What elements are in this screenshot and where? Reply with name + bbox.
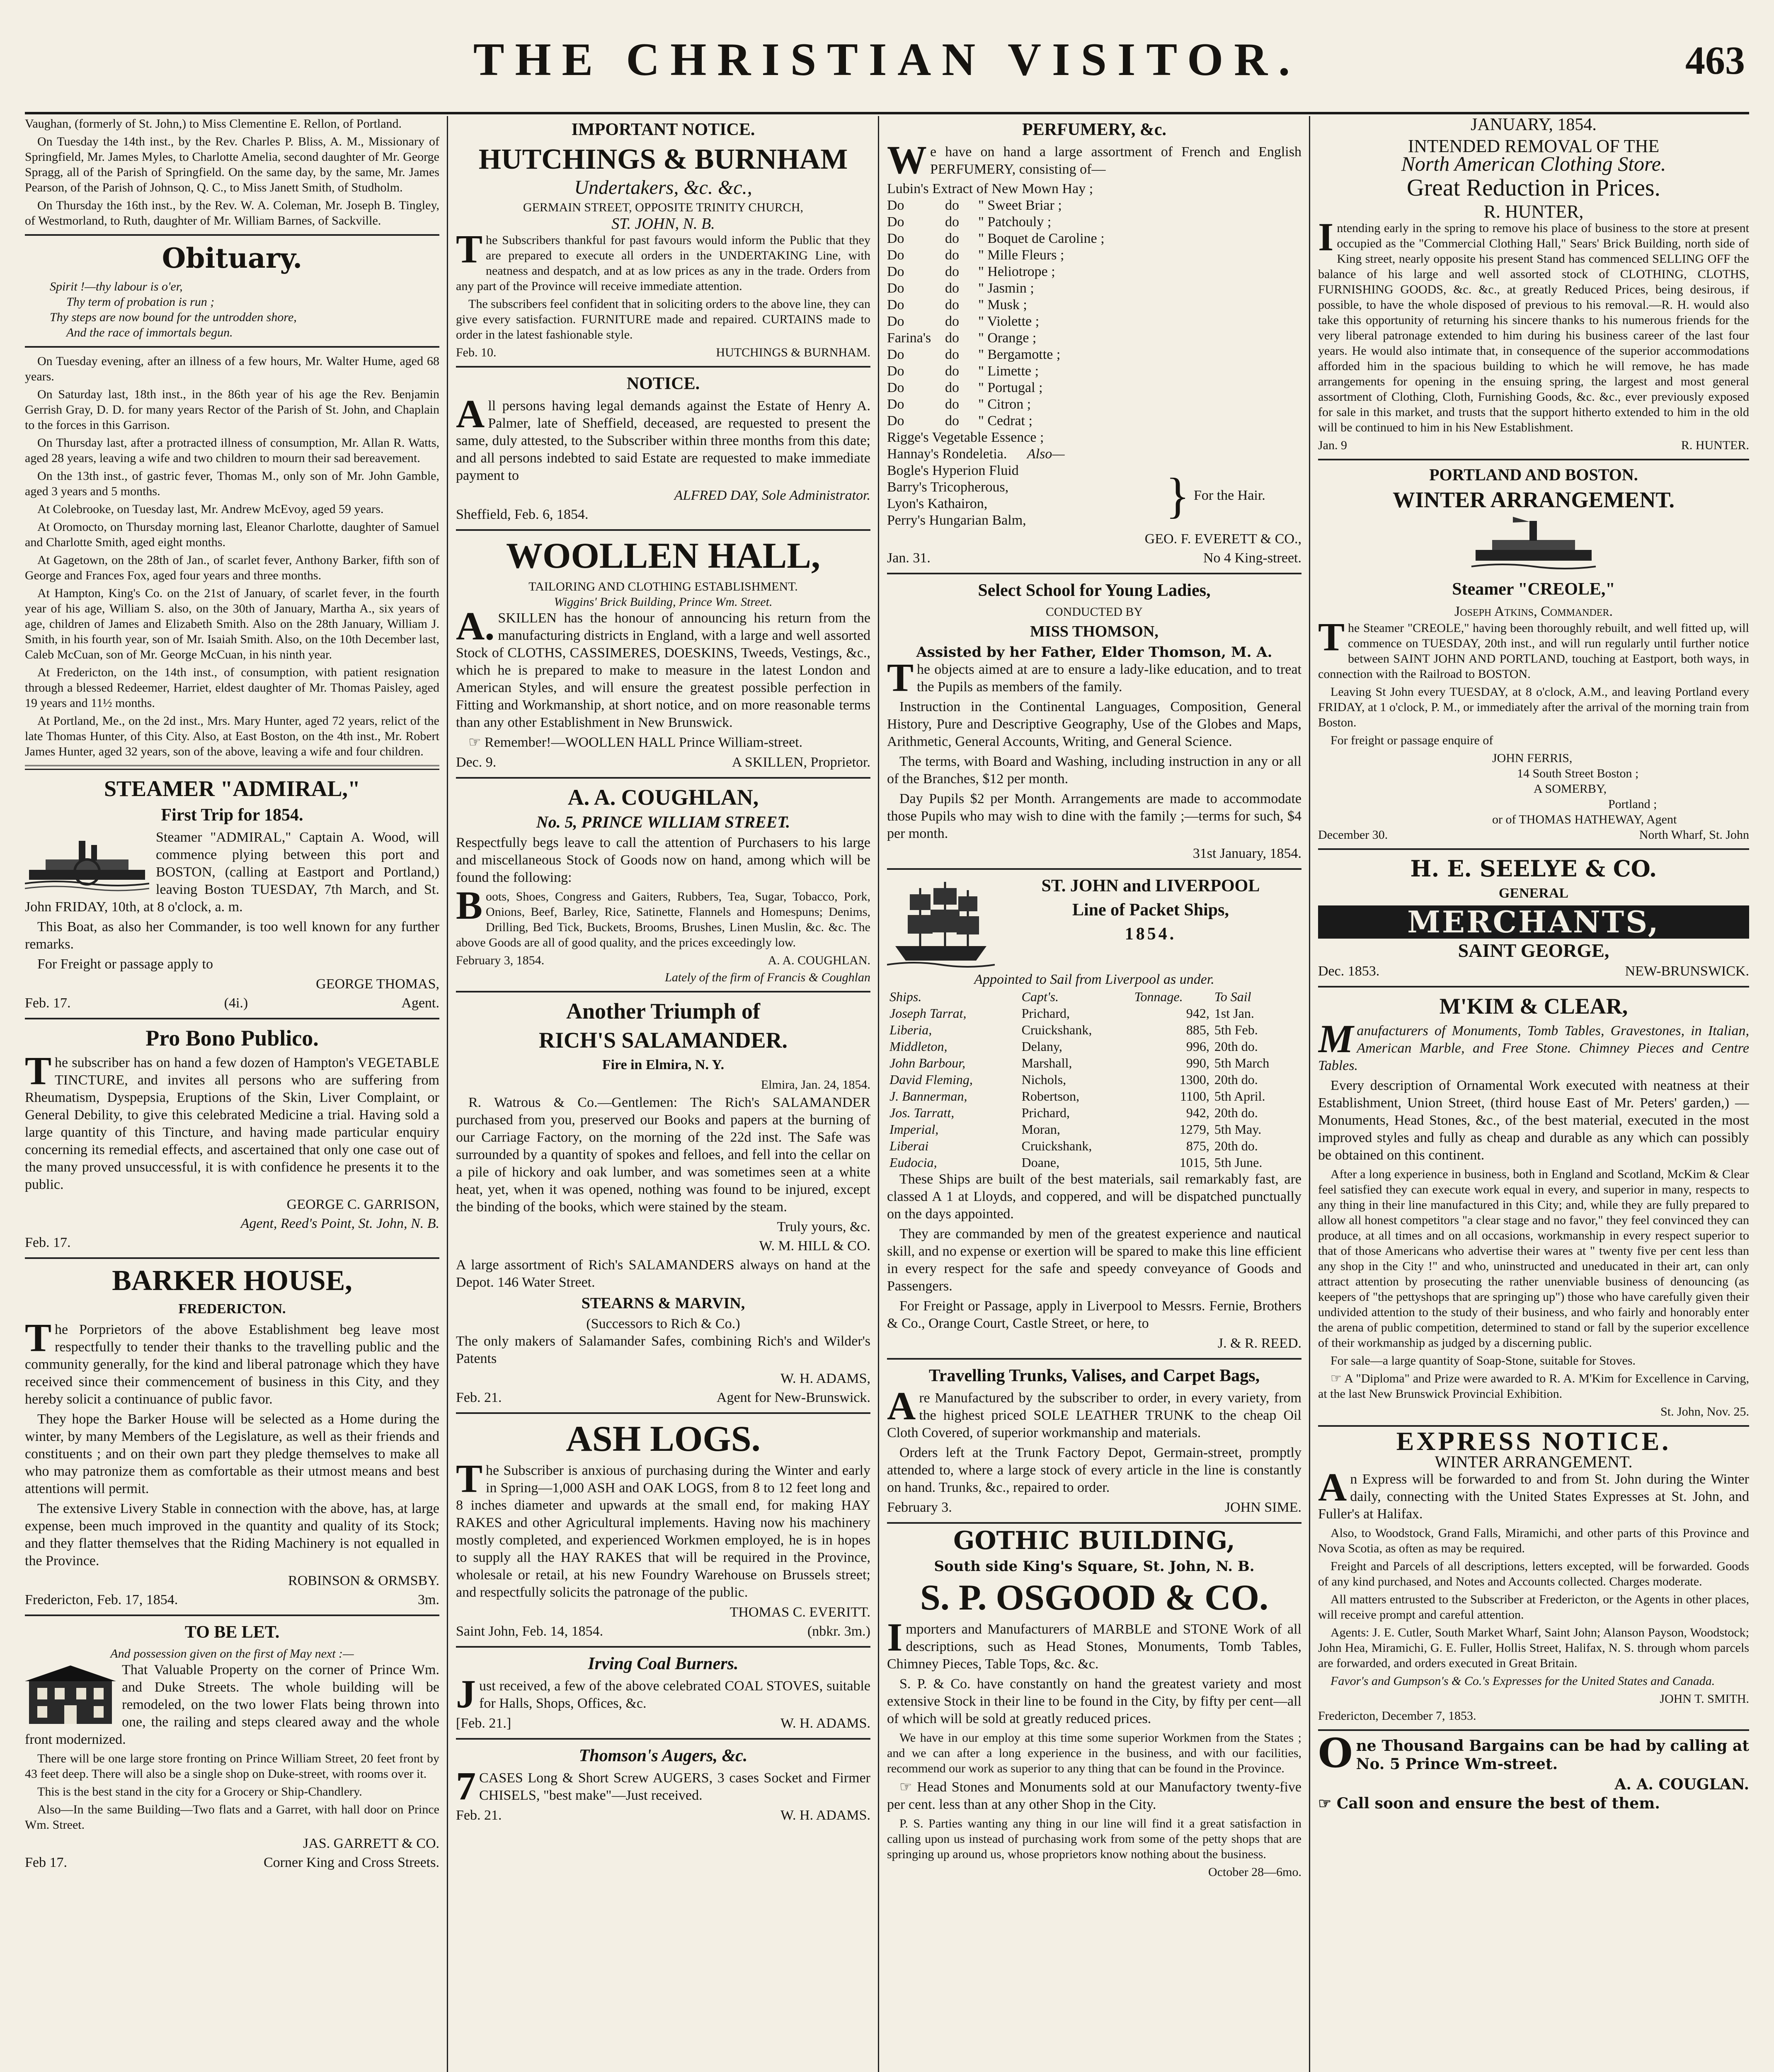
column-3 bbox=[887, 116, 1301, 2072]
bargains-body: One Thousand Bargains can be had by calling at No. 5 Prince Wm-street. bbox=[1318, 1730, 1749, 1777]
perfumery-item: Rigge's Vegetable Essence ; bbox=[887, 430, 1044, 445]
hutchings-address: GERMAIN STREET, OPPOSITE TRINITY CHURCH, bbox=[523, 201, 804, 214]
hair-item: Lyon's Kathairon, bbox=[887, 496, 988, 511]
school-body: The terms, with Board and Washing, including instruction in any or all of the Branches, $12 per month. bbox=[887, 754, 1301, 787]
packet-line-appointed: Appointed to Sail from Liverpool as under. bbox=[974, 972, 1214, 987]
mkim-body: ☞ A "Diploma" and Prize were awarded to R. A. M'Kim for Excellence in Carving, at the last New Brunswick Provincial Exhibition. bbox=[1318, 1372, 1749, 1401]
barker-body: The extensive Livery Stable in connection with the above, has, at large expense, been much improved in the quantity and quality of its Stock; and they flatter themselves that the Riding Machinery is not equalled in the Province. bbox=[25, 1501, 439, 1569]
seelye-heading: H. E. SEELYE & CO. bbox=[1410, 855, 1657, 882]
steamer-engraving bbox=[1467, 517, 1600, 575]
probono-date: Feb. 17. bbox=[25, 1235, 71, 1250]
column-4 bbox=[1318, 116, 1749, 2072]
table-row: John Barbour, Marshall, 990, 5th March bbox=[889, 1055, 1270, 1070]
hutchings-city: ST. JOHN, N. B. bbox=[611, 215, 715, 232]
hunter-date: Jan. 9 bbox=[1318, 438, 1347, 452]
tolet-body: Also—In the same Building—Two flats and a Garret, with hall door on Prince Wm. Street. bbox=[25, 1803, 439, 1832]
perfumery-intro: We have on hand a large assortment of French and English PERFUMERY, consisting of— bbox=[887, 138, 1301, 182]
obituary-verse bbox=[50, 279, 414, 340]
agent-line: North Wharf, St. John bbox=[1639, 828, 1749, 842]
admiral-role: Agent. bbox=[401, 995, 439, 1011]
column-rule bbox=[1309, 116, 1310, 2072]
tolet-ad bbox=[25, 1622, 439, 1871]
table-row: Middleton, Delany, 996, 20th do. bbox=[889, 1039, 1258, 1054]
osgood-body: ☞ Head Stones and Monuments sold at our Manufactory twenty-five per cent. less than at any other Shop in the City. bbox=[887, 1779, 1301, 1812]
agent-line: JOHN FERRIS, bbox=[1492, 751, 1573, 765]
perfumery-item: Do do " Violette ; bbox=[887, 314, 1040, 329]
perfumery-item: Farina's do " Orange ; bbox=[887, 330, 1037, 346]
notice-date: Sheffield, Feb. 6, 1854. bbox=[456, 507, 589, 522]
notice-heading: NOTICE. bbox=[626, 374, 700, 393]
school-name: MISS THOMSON, bbox=[1030, 623, 1158, 640]
coughlan-body: Boots, Shoes, Congress and Gaiters, Rubbers, Tea, Sugar, Tobacco, Pork, Onions, Beef, Barley, Rice, Satinette, Flannels and Homespuns; Denims, Drilling, Bed Tick, Buckets, Brooms, Brushes, Linen Muslin, &c. &c. The above Goods are all of good quality, and the prices exceedingly low. bbox=[456, 883, 870, 949]
packet-line-signature: J. & R. REED. bbox=[1217, 1336, 1301, 1351]
tolet-body: This is the best stand in the city for a Grocery or Ship-Chandlery. bbox=[37, 1785, 362, 1798]
packet-line-ad bbox=[887, 876, 1301, 1352]
death-notice: At Colebrooke, on Tuesday last, Mr. Andrew McEvoy, aged 59 years. bbox=[37, 502, 384, 516]
express-body: Favor's and Gumpson's & Co.'s Expresses for the United States and Canada. bbox=[1330, 1674, 1715, 1688]
tolet-signature: JAS. GARRETT & CO. bbox=[303, 1836, 439, 1851]
perfumery-item: Do do " Patchouly ; bbox=[887, 214, 1052, 230]
column-rule bbox=[447, 116, 448, 2072]
coughlan-address: No. 5, PRINCE WILLIAM STREET. bbox=[536, 813, 790, 831]
coughlan-heading: A. A. COUGHLAN, bbox=[567, 785, 759, 810]
packet-line-body: For Freight or Passage, apply in Liverpool to Messrs. Fernie, Brothers & Co., Orange Court, Castle Street, or here, to bbox=[887, 1298, 1301, 1331]
removal-heading: INTENDED REMOVAL OF THE bbox=[1408, 136, 1660, 156]
stearns-role: Agent for New-Brunswick. bbox=[716, 1390, 870, 1405]
woollen-hall-address: Wiggins' Brick Building, Prince Wm. Street. bbox=[554, 595, 773, 609]
agent-line: 14 South Street Boston ; bbox=[1517, 767, 1639, 780]
augers-dateline bbox=[456, 1807, 870, 1824]
trunks-body: Orders left at the Trunk Factory Depot, Germain-street, promptly attended to, where a large stock of every article in the line is constantly on hand. Trunks, &c., repaired to order. bbox=[887, 1445, 1301, 1495]
perfumery-item: Do do " Mille Fleurs ; bbox=[887, 247, 1064, 263]
coughlan-intro: Respectfully begs leave to call the attention of Purchasers to his large and miscellaneous Stock of Goods now on hand, among which will be found the following: bbox=[456, 835, 870, 885]
creole-body: The Steamer "CREOLE," having been thoroughly rebuilt, and well fitted up, will commence on TUESDAY, 20th inst., and will run regularly until further notice between SAINT JOHN AND PORTLAND, touching at Eastport, both ways, in connection with the Railroad to BOSTON. bbox=[1318, 615, 1749, 681]
marriage-notice: On Thursday the 16th inst., by the Rev. W. A. Coleman, Mr. Joseph B. Tingley, of Westmorland, to Ruth, daughter of Mr. William Barnes, of Sackville. bbox=[25, 198, 439, 228]
express-body: Freight and Parcels of all descriptions, letters excepted, will be forwarded. Goods of any kind purchased, and Notes and Accounts collected. Charges moderate. bbox=[1318, 1559, 1749, 1588]
augers-body: 7CASES Long & Short Screw AUGERS, 3 cases Socket and Firmer CHISELS, "best make"—Just received. bbox=[456, 1764, 870, 1808]
mkim-body: Every description of Ornamental Work executed with neatness at their Establishment, Union Street, (third house East of Mr. Peters' garden,) —Monuments, Head Stones, &c., of the best material, executed in the most improved styles and fully as cheap and durable as any which can possibly be obtained on this continent. bbox=[1318, 1078, 1749, 1163]
barker-ad bbox=[25, 1265, 439, 1609]
perfumery-dateline bbox=[887, 549, 1301, 567]
ash-logs-signature: THOMAS C. EVERITT. bbox=[729, 1605, 870, 1620]
woollen-hall-remember: ☞ Remember!—WOOLLEN HALL Prince William-street. bbox=[468, 735, 803, 750]
hunter-name: R. HUNTER, bbox=[1483, 201, 1584, 222]
seelye-general: GENERAL bbox=[1498, 886, 1569, 901]
express-heading: EXPRESS NOTICE. bbox=[1396, 1426, 1671, 1456]
death-notice: On Tuesday evening, after an illness of a few hours, Mr. Walter Hume, aged 68 years. bbox=[25, 354, 439, 383]
bargains-signature: A. A. COUGLAN. bbox=[1614, 1776, 1749, 1793]
creole-commander: Joseph Atkins, Commander. bbox=[1454, 604, 1613, 619]
hunter-dateline bbox=[1318, 438, 1749, 453]
coal-heading: Irving Coal Burners. bbox=[588, 1654, 739, 1673]
masthead bbox=[25, 17, 1749, 114]
perfumery-item: Do do " Limette ; bbox=[887, 363, 1039, 379]
marriage-notice: On Tuesday the 14th inst., by the Rev. Charles P. Bliss, A. M., Missionary of Springfield, Mr. James Myles, to Charlotte Amelia, second daughter of Mr. George Spragg, all of the Parish of Springfield. On the same day, by the same, Mr. James Pearson, of the Parish of Johnson, Q. C., to Miss Janett Smith, of Studholm. bbox=[25, 135, 439, 194]
school-by: CONDUCTED BY bbox=[1045, 605, 1143, 619]
coughlan-late: Lately of the firm of Francis & Coughlan bbox=[665, 971, 870, 984]
reduction-heading: Great Reduction in Prices. bbox=[1406, 174, 1661, 201]
rich-body: R. Watrous & Co.—Gentlemen: The Rich's SALAMANDER purchased from you, preserved our Books and papers at the burning of our Carriage Factory, on the morning of the 22d inst. The Safe was surrounded by a quantity of spokes and felloes, and fell into the cellar on a pile of hickory and oak lumber, and was sometimes seen at a white heat, yet, when it was opened, nothing was found to be injured, except the binding of the books, which were stained by the steam. bbox=[456, 1095, 870, 1215]
woollen-signature: A SKILLEN, Proprietor. bbox=[732, 755, 870, 770]
hutchings-body: The subscribers feel confident that in soliciting orders to the above line, they can give every satisfaction. FURNITURE made and repaired. CURTAINS made to order in the latest fashionable style. bbox=[456, 297, 870, 341]
gothic-building-address: South side King's Square, St. John, N. B. bbox=[934, 1558, 1255, 1575]
ships-table bbox=[887, 988, 1301, 1171]
express-body: Agents: J. E. Cutler, South Market Wharf, Saint John; Alanson Payson, Woodstock; John Hea, Miramichi, G. E. Fuller, Hollis Street, Halifax, N. S. through whom parcels are forwarded, and orders executed in Great Britain. bbox=[1318, 1626, 1749, 1670]
school-body: Day Pupils $2 per Month. Arrangements are made to accommodate those Pupils who may wish to dine with the family ;—terms for such, $4 per month. bbox=[887, 791, 1301, 841]
admiral-heading: STEAMER "ADMIRAL," bbox=[104, 776, 360, 801]
perfumery-item-text: Hannay's Rondeletia. bbox=[887, 446, 1007, 462]
tolet-date: Feb 17. bbox=[25, 1855, 67, 1870]
table-row: Joseph Tarrat, Prichard, 942, 1st Jan. bbox=[889, 1006, 1254, 1021]
agent-line: or of THOMAS HATHEWAY, Agent bbox=[1492, 813, 1677, 826]
tolet-dateline bbox=[25, 1854, 439, 1871]
seelye-province: NEW-BRUNSWICK. bbox=[1625, 963, 1749, 979]
perfumery-item: Do do " Jasmin ; bbox=[887, 281, 1034, 296]
barker-dateline bbox=[25, 1591, 439, 1609]
rich-heading-2: RICH'S SALAMANDER. bbox=[538, 1028, 788, 1053]
perfumery-heading: PERFUMERY, &c. bbox=[1022, 120, 1167, 139]
probono-ad bbox=[25, 1025, 439, 1251]
rich-fire: Fire in Elmira, N. Y. bbox=[602, 1057, 725, 1072]
rich-signature: W. M. HILL & CO. bbox=[759, 1238, 870, 1254]
express-body: An Express will be forwarded to and from St. John during the Winter daily, connecting with the United States Expresses at St. John, and Fuller's at Halifax. bbox=[1318, 1465, 1749, 1522]
packet-line-heading: ST. JOHN and LIVERPOOL bbox=[1041, 876, 1260, 896]
perfumery-list bbox=[887, 181, 1301, 529]
osgood-date: October 28—6mo. bbox=[1208, 1865, 1301, 1879]
hutchings-heading: HUTCHINGS & BURNHAM bbox=[478, 143, 848, 175]
perfumery-item: Do do " Musk ; bbox=[887, 297, 1027, 312]
notice-body: All persons having legal demands against the Estate of Henry A. Palmer, late of Sheffield, deceased, are requested to present the same, duly attested, to the Subscriber within three months from this date; and all persons indebted to said Estate are requested to make immediate payment to bbox=[456, 392, 870, 483]
issue-date: JANUARY, 1854. bbox=[1471, 116, 1597, 134]
woollen-hall-subheading: TAILORING AND CLOTHING ESTABLISHMENT. bbox=[528, 580, 798, 593]
admiral-number: (4i.) bbox=[224, 995, 248, 1011]
admiral-ad bbox=[25, 776, 439, 1012]
important-notice-heading: IMPORTANT NOTICE. bbox=[571, 120, 755, 139]
verse-line: Thy steps are now bound for the untrodden shore, bbox=[50, 310, 297, 324]
death-notice: At Hampton, King's Co. on the 21st of January, of scarlet fever, in the fourth year of his age, William S. also, on the 30th of January, Martha A., six years of age, children of James and Elizabeth Smith. Also on the 28th January, William J. Smith, in his fourth year, son of Mr. Isaiah Smith. Also, on the 10th December last, Caleb McCuan, son of Mr. George McCuan, in his ninth year. bbox=[25, 586, 439, 661]
hair-item: Perry's Hungarian Balm, bbox=[887, 513, 1026, 528]
perfumery-item: Do do " Portugal ; bbox=[887, 380, 1043, 395]
osgood-body: We have in our employ at this time some superior Workmen from the States ; and we can after a long experience in the business, and with our facilities, recommend our work as superior to any thing that can be found in the Province. bbox=[887, 1731, 1301, 1775]
trunks-body: Are Manufactured by the subscriber to order, in every variety, from the highest priced SOLE LEATHER TRUNK to the cheap Oil Cloth Covered, of superior workmanship and materials. bbox=[887, 1384, 1301, 1440]
ash-logs-heading: ASH LOGS. bbox=[566, 1419, 761, 1459]
ash-logs-body: The Subscriber is anxious of purchasing during the Winter and early in Spring—1,000 ASH and OAK LOGS, from 8 to 12 feet long and 8 inches diameter and upwards at the small end, for making HAY RAKES and other Agricultural implements. Having now his machinery mostly completed, and experienced Workmen employed, he is in hopes to supply all the HAY RAKES that will be required in the Province, wholesale or retail, at his new Foundry Warehouse on Brussels street; and respectfully solicits the patronage of the public. bbox=[456, 1456, 870, 1600]
probono-body: The subscriber has on hand a few dozen of Hampton's VEGETABLE TINCTURE, and invites all persons who are suffering from Rheumatism, Dyspepsia, Eruptions of the Skin, Liver Complaint, or General Debility, to give this celebrated Medicine a trial. Having sold a large quantity of this Tincture, and having made particular enquiry concerning its remedial effects, and ascertained that only one case out of the many proved unsuccessful, it is with confidence he presents it to the public. bbox=[25, 1048, 439, 1192]
coal-signature: W. H. ADAMS. bbox=[780, 1716, 870, 1731]
house-engraving bbox=[25, 1664, 116, 1726]
hair-item: Bogle's Hyperion Fluid bbox=[887, 463, 1019, 478]
hair-item: Barry's Tricopherous, bbox=[887, 479, 1009, 495]
stearns-dateline bbox=[456, 1389, 870, 1406]
barker-body: They hope the Barker House will be selected as a Home during the winter, by many Members of the Legislature, as well as their friends and constituents ; and on their own part they pledge themselves to make all who may patronize them as comfortable as their utmost means and best attentions will permit. bbox=[25, 1411, 439, 1496]
hutchings-body: The Subscribers thankful for past favours would inform the Public that they are prepared to execute all orders in the UNDERTAKING Line, with neatness and despatch, and at as low prices as any in the trade. Orders from any part of the Province will receive immediate attention. bbox=[456, 227, 870, 293]
osgood-body: Importers and Manufacturers of MARBLE and STONE Work of all descriptions, such as Head Stones, Monuments, Tomb Tables, Chimney Pieces, Table Tops, &c. &c. bbox=[887, 1615, 1301, 1672]
probono-signature-2: Agent, Reed's Point, St. John, N. B. bbox=[240, 1216, 439, 1231]
express-signature: JOHN T. SMITH. bbox=[1660, 1692, 1749, 1706]
death-notice: On the 13th inst., of gastric fever, Thomas M., only son of Mr. John Gamble, aged 3 years and 5 months. bbox=[25, 469, 439, 498]
creole-dateline bbox=[1318, 827, 1749, 842]
express-date: Fredericton, December 7, 1853. bbox=[1318, 1709, 1476, 1723]
perfumery-item: Do do " Bergamotte ; bbox=[887, 347, 1061, 362]
table-row: Liberai Cruickshank, 875, 20th do. bbox=[889, 1138, 1258, 1153]
school-body: Instruction in the Continental Languages, Composition, General History, Pure and Descriptive Geography, Use of the Globes and Maps, Arithmetic, General Accounts, Writing, and General Science. bbox=[887, 699, 1301, 749]
agent-line: Portland ; bbox=[1608, 797, 1657, 811]
perfumery-item: Do do " Citron ; bbox=[887, 397, 1031, 412]
hutchings-date: Feb. 10. bbox=[456, 346, 497, 359]
stearns-subheading: (Successors to Rich & Co.) bbox=[586, 1316, 740, 1331]
perfumery-item: Do do " Heliotrope ; bbox=[887, 264, 1055, 279]
column-1 bbox=[25, 116, 439, 2072]
seelye-place: SAINT GEORGE, bbox=[1458, 940, 1609, 961]
table-row: J. Bannerman, Robertson, 1100, 5th April. bbox=[889, 1089, 1265, 1104]
tolet-body: That Valuable Property on the corner of Prince Wm. and Duke Streets. The whole building will be remodeled, on the two lower Flats being thrown into one, the railing and steps cleared away and the whole front modernized. bbox=[25, 1662, 439, 1747]
ships-col-captains: Capt's. bbox=[1021, 989, 1059, 1004]
osgood-heading: S. P. OSGOOD & CO. bbox=[920, 1578, 1269, 1618]
tolet-body: There will be one large store fronting on Prince William Street, 20 feet front by 43 feet deep. There will also be a single shop on Duke-street, with rooms over it. bbox=[25, 1752, 439, 1781]
newspaper-title: THE CHRISTIAN VISITOR. bbox=[473, 34, 1301, 85]
perfumery-address: No 4 King-street. bbox=[1203, 550, 1301, 566]
table-row: David Fleming, Nichols, 1300, 20th do. bbox=[889, 1072, 1258, 1087]
ships-col-tonnage: Tonnage. bbox=[1134, 989, 1183, 1004]
marriage-notice: Vaughan, (formerly of St. John,) to Miss Clementine E. Rellon, of Portland. bbox=[25, 117, 402, 131]
table-row: Imperial, Moran, 1279, 5th May. bbox=[889, 1122, 1262, 1137]
table-row: Jos. Tarratt, Prichard, 942, 20th do. bbox=[889, 1105, 1258, 1120]
hutchings-signature: HUTCHINGS & BURNHAM. bbox=[716, 346, 870, 359]
stearns-body: The only makers of Salamander Safes, combining Rich's and Wilder's Patents bbox=[456, 1334, 870, 1366]
sailing-ship-engraving bbox=[887, 876, 995, 971]
hair-label: For the Hair. bbox=[1194, 488, 1265, 503]
gothic-building-heading: GOTHIC BUILDING, bbox=[953, 1526, 1235, 1555]
woollen-hall-heading: WOOLLEN HALL, bbox=[506, 536, 820, 576]
osgood-body: P. S. Parties wanting any thing in our line will find it a great satisfaction in calling upon us instead of purchasing work from some of the petty shops that are springing up around us, whose proprietors know nothing about the business. bbox=[887, 1817, 1301, 1861]
brace-glyph: } bbox=[1166, 468, 1190, 523]
creole-body: For freight or passage enquire of bbox=[1330, 733, 1493, 747]
trunks-dateline bbox=[887, 1499, 1301, 1516]
admiral-body: This Boat, as also her Commander, is too well known for any further remarks. bbox=[25, 919, 439, 952]
ash-term: (nbkr. 3m.) bbox=[807, 1624, 870, 1639]
death-notice: On Saturday last, 18th inst., in the 86th year of his age the Rev. Benjamin Gerrish Gray, D. D. for many years Rector of the Parish of St. John, and Chaplain to the forces in this Garrison. bbox=[25, 387, 439, 432]
admiral-signature: GEORGE THOMAS, bbox=[316, 976, 439, 992]
death-notice: At Oromocto, on Thursday morning last, Eleanor Charlotte, daughter of Samuel and Charlotte Smith, aged eight months. bbox=[25, 520, 439, 549]
admiral-subheading: First Trip for 1854. bbox=[161, 806, 303, 825]
verse-line: And the race of immortals begun. bbox=[66, 326, 233, 339]
barker-term: 3m. bbox=[418, 1592, 439, 1607]
coal-dateline bbox=[456, 1715, 870, 1732]
perfumery-item: Do do " Sweet Briar ; bbox=[887, 198, 1062, 213]
table-row: Liberia, Cruickshank, 885, 5th Feb. bbox=[889, 1022, 1258, 1037]
ash-date: Saint John, Feb. 14, 1854. bbox=[456, 1624, 603, 1639]
trunks-signature: JOHN SIME. bbox=[1224, 1500, 1301, 1515]
seelye-dateline bbox=[1318, 963, 1749, 980]
winter-arrangement-heading: WINTER ARRANGEMENT. bbox=[1392, 487, 1675, 512]
barker-heading: BARKER HOUSE, bbox=[112, 1265, 352, 1297]
mkim-date: St. John, Nov. 25. bbox=[1660, 1405, 1749, 1418]
stearns-heading: STEARNS & MARVIN, bbox=[581, 1295, 745, 1312]
bargains-call: ☞ Call soon and ensure the best of them. bbox=[1318, 1795, 1660, 1812]
perfumery-item: Do do " Cedrat ; bbox=[887, 413, 1032, 428]
barker-signature: ROBINSON & ORMSBY. bbox=[288, 1573, 439, 1588]
woollen-date: Dec. 9. bbox=[456, 755, 497, 770]
admiral-date: Feb. 17. bbox=[25, 995, 71, 1011]
ships-col-sail: To Sail bbox=[1214, 989, 1251, 1004]
creole-heading: Steamer "CREOLE," bbox=[1452, 580, 1615, 599]
mkim-body: For sale—a large quantity of Soap-Stone, suitable for Stoves. bbox=[1330, 1354, 1636, 1368]
tolet-address: Corner King and Cross Streets. bbox=[263, 1855, 439, 1870]
coughlan-dateline bbox=[456, 953, 870, 968]
coughlan-signature: A. A. COUGHLAN. bbox=[768, 954, 870, 967]
rich-truly: Truly yours, &c. bbox=[777, 1219, 870, 1234]
barker-date: Fredericton, Feb. 17, 1854. bbox=[25, 1592, 178, 1607]
augers-signature: W. H. ADAMS. bbox=[780, 1808, 870, 1823]
perfumery-item: Lubin's Extract of New Mown Hay ; bbox=[887, 181, 1093, 196]
perfumery-also: Also— bbox=[1027, 446, 1065, 462]
mkim-body: After a long experience in business, both in England and Scotland, McKim & Clear feel satisfied they can execute work equal in every, and superior in many, respects to any thing in their line manufactured in this City; and, while they are fully prepared to allow all honest competitors "a clear stage and no favor," they feel convinced they can produce, at all times and on all occasions, workmanship in every respect superior to that of those Americans who advertise their wares at " twenty five per cent less than any shop in the City !" and who, uninstructed and uneducated in their art, can only attract attention by prosecuting the rather unenviable business of denouncing (as keepers of "the pettyshops that are springing up") those who have carefully given their undivided attention to the study of their business, and who fairly and honorably enter the arena of public competition, determined to stand or fall by the superior excellence of their workmanship as judged by a discerning public. bbox=[1318, 1167, 1749, 1350]
notice-signature: ALFRED DAY, Sole Administrator. bbox=[674, 488, 870, 503]
obituary-heading: Obituary. bbox=[162, 242, 303, 274]
death-notice: At Gagetown, on the 28th of Jan., of scarlet fever, Anthony Barker, fifth son of George and Frances Fox, aged four years and three months. bbox=[25, 553, 439, 582]
ash-logs-dateline bbox=[456, 1623, 870, 1640]
coal-body: Just received, a few of the above celebrated COAL STOVES, suitable for Halls, Shops, Offices, &c. bbox=[456, 1672, 870, 1716]
trunks-heading: Travelling Trunks, Valises, and Carpet Bags, bbox=[928, 1366, 1260, 1385]
barker-subheading: FREDERICTON. bbox=[178, 1301, 286, 1317]
creole-agents bbox=[1318, 750, 1749, 827]
express-body: Also, to Woodstock, Grand Falls, Miramichi, and other parts of this Province and Nova Scotia, as often as may be required. bbox=[1318, 1526, 1749, 1555]
portland-boston-heading: PORTLAND AND BOSTON. bbox=[1429, 465, 1638, 484]
tolet-subheading: And possession given on the first of May next :— bbox=[110, 1647, 354, 1661]
augers-date: Feb. 21. bbox=[456, 1808, 502, 1823]
hutchings-subheading: Undertakers, &c. &c., bbox=[574, 177, 752, 198]
express-winter: WINTER ARRANGEMENT. bbox=[1435, 1452, 1633, 1471]
coughlan-date: February 3, 1854. bbox=[456, 954, 545, 967]
perfumery-item bbox=[887, 446, 1301, 462]
steamboat-engraving bbox=[25, 830, 149, 893]
packet-line-body: They are commanded by men of the greatest experience and nautical skill, and no expense or exertion will be spared to make this line efficient in every respect for the safe and speedy conveyance of Goods and Passengers. bbox=[887, 1226, 1301, 1294]
packet-line-year: 1854. bbox=[1125, 925, 1177, 944]
school-body: The objects aimed at are to ensure a lady-like education, and to treat the Pupils as members of the family. bbox=[887, 655, 1301, 700]
admiral-body: For Freight or passage apply to bbox=[37, 956, 213, 972]
creole-date: December 30. bbox=[1318, 828, 1388, 842]
death-notice: At Portland, Me., on the 2d inst., Mrs. Mary Hunter, aged 72 years, relict of the late Thomas Hunter, of this City. Also, at East Boston, on the 4th inst., Mr. Robert James Hunter, aged 32 years, son of the above, leaving a wife and four children. bbox=[25, 714, 439, 758]
augers-heading: Thomson's Augers, &c. bbox=[579, 1746, 748, 1765]
packet-line-body: These Ships are built of the best materials, sail remarkably fast, are classed A 1 at Lloyds, and coppered, and will be dispatched punctually on the days appointed. bbox=[887, 1172, 1301, 1222]
stearns-date: Feb. 21. bbox=[456, 1390, 502, 1405]
creole-body: Leaving St John every TUESDAY, at 8 o'clock, A.M., and leaving Portland every FRIDAY, at 1 o'clock, P. M., or immediately after the arrival of the morning train from Boston. bbox=[1318, 685, 1749, 729]
school-heading: Select School for Young Ladies, bbox=[978, 581, 1211, 600]
page-number: 463 bbox=[1685, 38, 1745, 82]
trunks-date: February 3. bbox=[887, 1500, 952, 1515]
mkim-heading: M'KIM & CLEAR, bbox=[1439, 994, 1628, 1019]
verse-line: Thy term of probation is run ; bbox=[66, 295, 215, 309]
column-2 bbox=[456, 116, 870, 2072]
death-notice: At Fredericton, on the 14th inst., of consumption, with patient resignation through a blessed Redeemer, Harriet, eldest daughter of Mr. Thomas Paisley, aged 19 years and 11½ months. bbox=[25, 666, 439, 710]
rich-stock: A large assortment of Rich's SALAMANDERS always on hand at the Depot. 146 Water Street. bbox=[456, 1257, 870, 1290]
probono-heading: Pro Bono Publico. bbox=[145, 1026, 319, 1051]
rich-heading: Another Triumph of bbox=[566, 999, 761, 1024]
death-notice: On Thursday last, after a protracted illness of consumption, Mr. Allan R. Watts, aged 28 years, leaving a wife and two children to mourn their sad bereavement. bbox=[25, 436, 439, 465]
hutchings-dateline bbox=[456, 345, 870, 360]
mkim-body: Manufacturers of Monuments, Tomb Tables, Gravestones, in Italian, American Marble, and Free Stone. Chimney Pieces and Centre Tables. bbox=[1318, 1017, 1749, 1073]
seelye-merchants: MERCHANTS, bbox=[1318, 905, 1749, 939]
perfumery-date: Jan. 31. bbox=[887, 550, 931, 566]
tolet-heading: TO BE LET. bbox=[184, 1623, 280, 1642]
woollen-hall-dateline bbox=[456, 754, 870, 771]
hair-products bbox=[887, 462, 1301, 529]
agent-line: A SOMERBY, bbox=[1534, 782, 1607, 796]
stearns-signature: W. H. ADAMS, bbox=[780, 1371, 870, 1386]
hunter-body: Intending early in the spring to remove his place of business to the store at present occupied as the "Commercial Clothing Hall," Sears' Brick Building, north side of King street, nearly opposite his present Stand has commenced SELLING OFF the balance of his large and well assorted stock of CLOTHING, CLOTHS, FURNISHING GOODS, &c. &c., at greatly Reduced Prices, being desirous, if possible, to have the whole disposed of previous to his removal.—R. H. would also take this opportunity of returning his sincere thanks to his numerous friends for the very liberal patronage extended to him during his business career of the last four years. He would also intimate that, in consequence of the superior accommodations afforded him in the spacious building to which he will remove, he has made arrangements for opening in the ensuing spring, the largest and most general assortment of Clothing, Cloth, Furnishing Goods, &c. &c., ever previously exposed for sale in this market, and trusts that the support hitherto extended to him in the old will be continued to him in his New Establishment. bbox=[1318, 215, 1749, 434]
verse-line: Spirit !—thy labour is o'er, bbox=[50, 280, 183, 293]
woollen-hall-body: A.SKILLEN has the honour of announcing his return from the manufacturing districts in England, with a large and well assorted Stock of CLOTHS, CASSIMERES, DOESKINS, Tweeds, Vestings, &c., which he is prepared to make to measure in the latest London and American Styles, and will ensure the greatest possible perfection in Fitting and Workmanship, at short notice, and on more reasonable terms than any other Establishment in New Brunswick. bbox=[456, 604, 870, 730]
table-row: Eudocia, Doane, 1015, 5th June. bbox=[889, 1155, 1263, 1170]
ships-header-row bbox=[887, 988, 1301, 1005]
barker-body: The Porprietors of the above Establishment beg leave most respectfully to tender their thanks to the travelling public and the community generally, for the kind and liberal patronage which they have received since their commencement of business in this City, and they hereby solicit a continuance of public favor. bbox=[25, 1315, 439, 1407]
school-assist: Assisted by her Father, Elder Thomson, M. A. bbox=[916, 644, 1272, 661]
school-date: 31st January, 1854. bbox=[1192, 846, 1301, 861]
column-rule bbox=[878, 116, 879, 2072]
admiral-body: Steamer "ADMIRAL," Captain A. Wood, will commence plying between this port and BOSTON, (calling at Eastport and Portland,) leaving Boston TUESDAY, 7th March, and St. John FRIDAY, 10th, at 8 o'clock, a. m. bbox=[25, 830, 439, 915]
hunter-signature: R. HUNTER. bbox=[1681, 438, 1749, 452]
probono-signature: GEORGE C. GARRISON, bbox=[286, 1197, 439, 1212]
rich-dateline: Elmira, Jan. 24, 1854. bbox=[761, 1078, 870, 1092]
removal-heading-2: North American Clothing Store. bbox=[1401, 152, 1666, 175]
seelye-date: Dec. 1853. bbox=[1318, 963, 1380, 979]
perfumery-item: Do do " Boquet de Caroline ; bbox=[887, 231, 1105, 246]
coal-number: [Feb. 21.] bbox=[456, 1716, 511, 1731]
osgood-body: S. P. & Co. have constantly on hand the greatest variety and most extensive Stock in their line to be found in the City, by fifty per cent—all of which will be sold at greatly reduced prices. bbox=[887, 1676, 1301, 1726]
express-body: All matters entrusted to the Subscriber at Fredericton, or the Agents in other places, will receive prompt and careful attention. bbox=[1318, 1593, 1749, 1622]
ships-col-ships: Ships. bbox=[889, 989, 922, 1004]
perfumery-signature: GEO. F. EVERETT & CO., bbox=[1144, 531, 1301, 547]
packet-line-heading-2: Line of Packet Ships, bbox=[1072, 900, 1229, 920]
admiral-dateline bbox=[25, 995, 439, 1012]
